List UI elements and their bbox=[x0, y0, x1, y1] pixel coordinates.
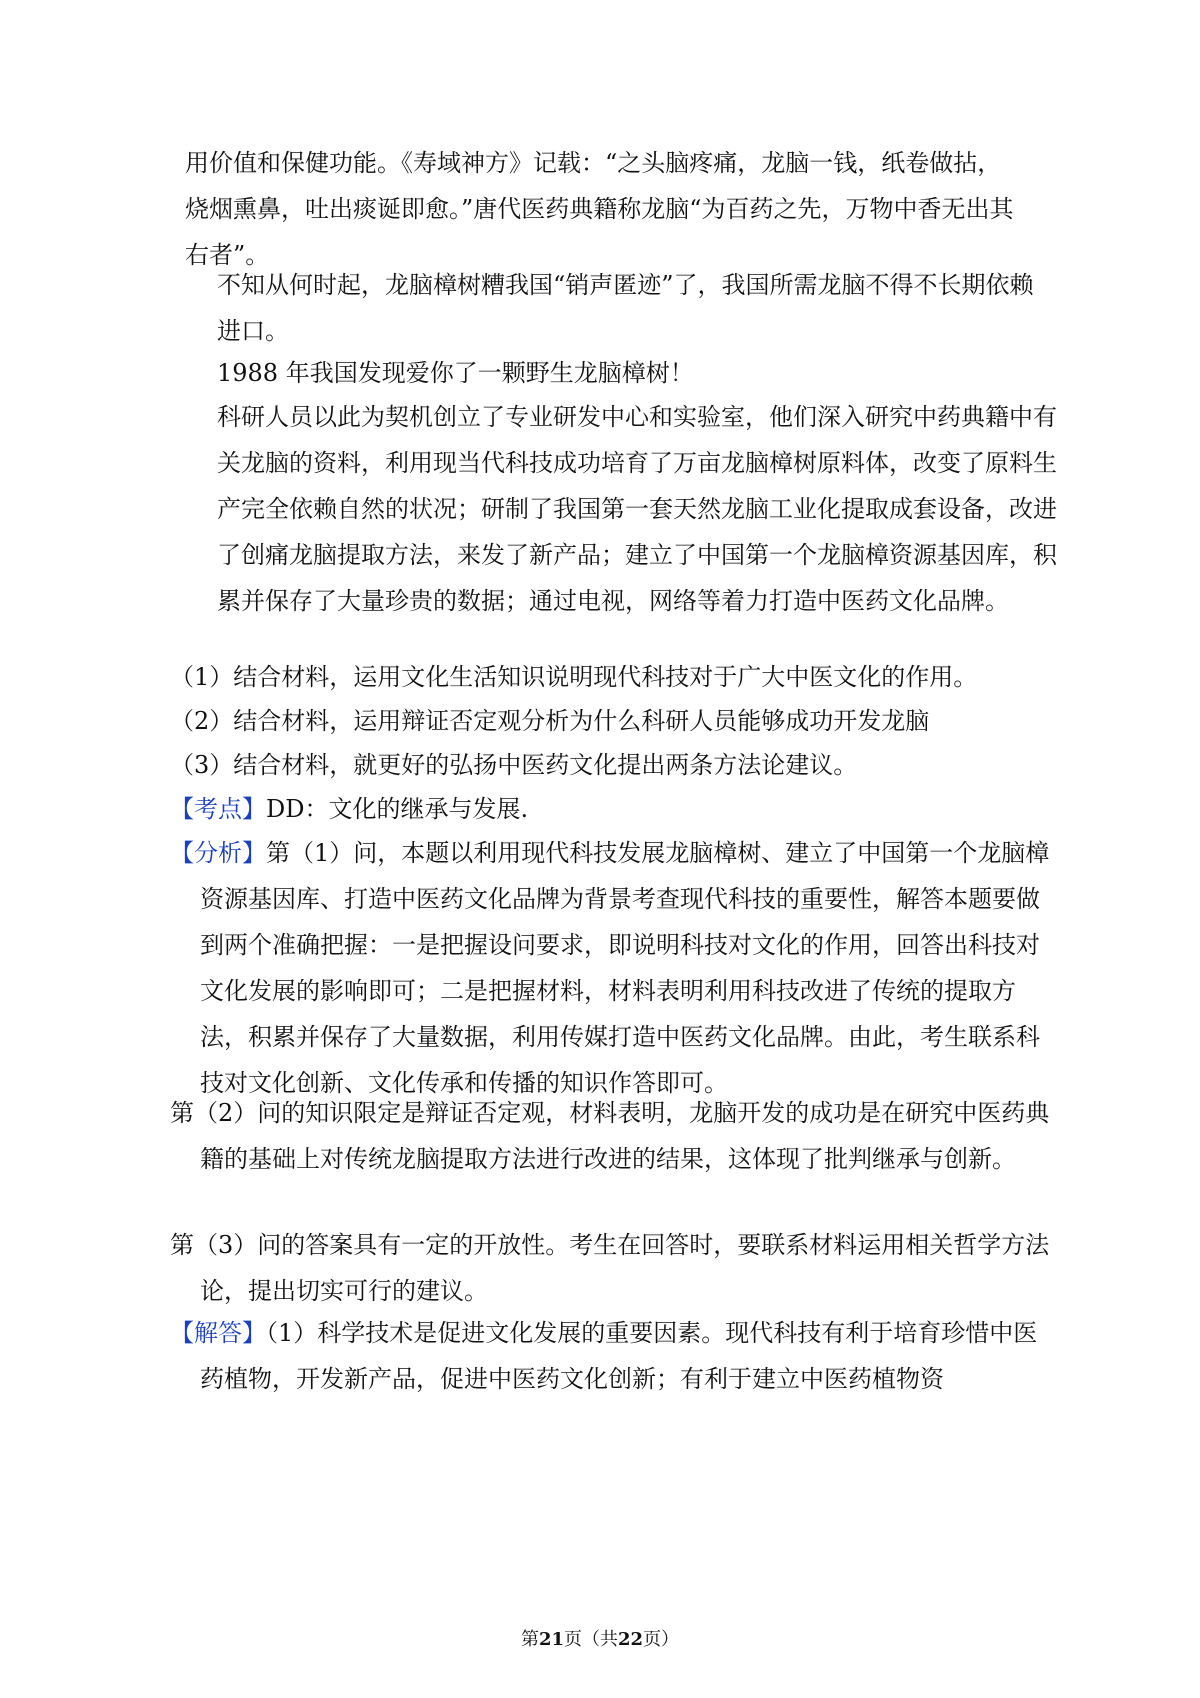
material-paragraph-2: 不知从何时起，龙脑樟树糟我国“销声匿迹”了，我国所需龙脑不得不长期依赖进口。 bbox=[217, 271, 1034, 345]
footer-middle: 页（共 bbox=[564, 1629, 618, 1650]
question-3: （3）结合材料，就更好的弘扬中医药文化提出两条方法论建议。 bbox=[170, 751, 858, 779]
fenxi-section bbox=[170, 830, 1055, 1106]
kaodian-section bbox=[170, 786, 1025, 832]
jieda-text: （1）科学技术是促进文化发展的重要因素。现代科技有利于培育珍惜中医药植物，开发新产品，促进中医药文化创新；有利于建立中医药植物资 bbox=[200, 1319, 1038, 1393]
question-2: （2）结合材料，运用辩证否定观分析为什么科研人员能够成功开发龙脑 bbox=[170, 707, 930, 735]
material-paragraph-4: 科研人员以此为契机创立了专业研发中心和实验室，他们深入研究中药典籍中有关龙脑的资料，利用现当代科技成功培育了万亩龙脑樟树原料体，改变了原料生产完全依赖自然的状况；研制了我国第一套天然龙脑工业化提取成套设备，改进了创痛龙脑提取方法，来发了新产品；建立了中国第一个龙脑樟资源基因库，积累并保存了大量珍贵的数据；通过电视，网络等着力打造中医药文化品牌。 bbox=[217, 403, 1057, 615]
page-footer bbox=[0, 1628, 1200, 1652]
footer-suffix: 页） bbox=[643, 1629, 680, 1650]
fenxi-part-3: 第（3）问的答案具有一定的开放性。考生在回答时，要联系材料运用相关哲学方法论，提出切实可行的建议。 bbox=[170, 1231, 1050, 1305]
fenxi-text: 第（1）问，本题以利用现代科技发展龙脑樟树、建立了中国第一个龙脑樟资源基因库、打造中医药文化品牌为背景考查现代科技的重要性，解答本题要做到两个准确把握：一是把握设问要求，即说明科技对文化的作用，回答出科技对文化发展的影响即可；二是把握材料，材料表明利用科技改进了传统的提取方法，积累并保存了大量数据，利用传媒打造中医药文化品牌。由此，考生联系科技对文化创新、文化传承和传播的知识作答即可。 bbox=[200, 839, 1050, 1097]
fenxi-tag: 【分析】 bbox=[170, 839, 266, 867]
jieda-section bbox=[170, 1310, 1055, 1402]
footer-page-number: 21 bbox=[538, 1629, 564, 1650]
material-paragraph-3: 1988 年我国发现爱你了一颗野生龙脑樟树！ bbox=[217, 359, 694, 387]
kaodian-text: DD：文化的继承与发展. bbox=[266, 795, 529, 823]
jieda-tag: 【解答】 bbox=[170, 1319, 266, 1347]
material-paragraph-1: 用价值和保健功能。《寿域神方》记载：“之头脑疼痛，龙脑一钱，纸卷做拈，烧烟熏鼻，吐出痰诞即愈。”唐代医药典籍称龙脑“为百药之先，万物中香无出其右者”。 bbox=[185, 149, 1014, 269]
footer-prefix: 第 bbox=[520, 1629, 539, 1650]
footer-total-pages: 22 bbox=[618, 1629, 644, 1650]
question-1: （1）结合材料，运用文化生活知识说明现代科技对于广大中医文化的作用。 bbox=[170, 663, 978, 691]
fenxi-part-2: 第（2）问的知识限定是辩证否定观，材料表明，龙脑开发的成功是在研究中医药典籍的基础上对传统龙脑提取方法进行改进的结果，这体现了批判继承与创新。 bbox=[170, 1099, 1050, 1173]
kaodian-tag: 【考点】 bbox=[170, 795, 266, 823]
